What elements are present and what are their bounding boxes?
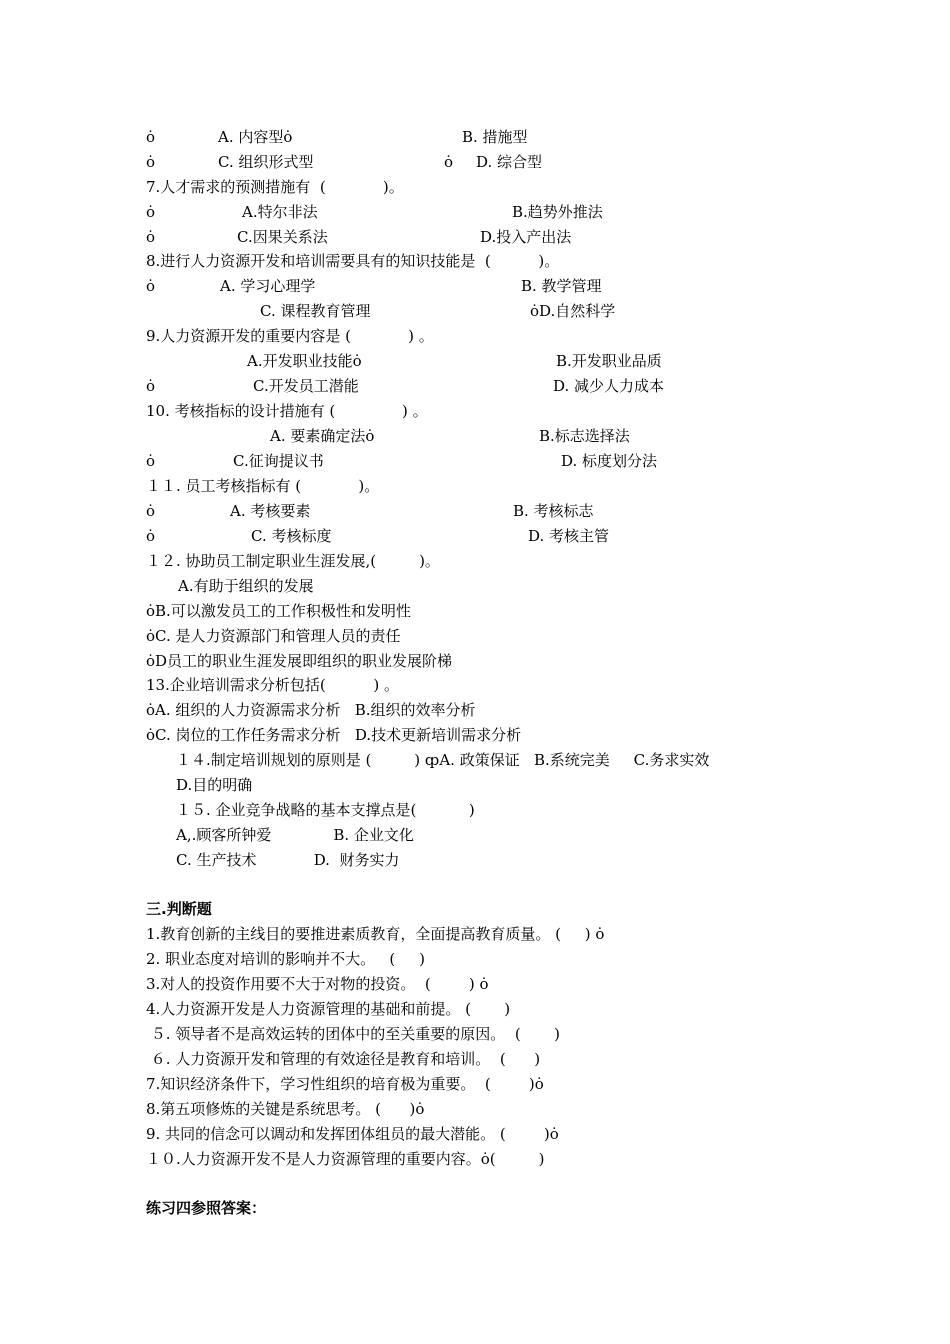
bullet: ȯ bbox=[444, 153, 454, 171]
question-15: １５. 企业竞争战略的基本支撑点是( ) bbox=[176, 801, 475, 819]
bullet: ȯ bbox=[146, 277, 156, 295]
judgement-8: 8.第五项修炼的关键是系统思考。 ( )ȯ bbox=[146, 1100, 425, 1118]
option-c: C.因果关系法 bbox=[237, 228, 328, 246]
bullet: ȯ bbox=[146, 203, 156, 221]
option-c: C. 组织形式型 bbox=[218, 153, 314, 171]
option-d: ȯD员工的职业生涯发展即组织的职业发展阶梯 bbox=[146, 652, 453, 670]
judgement-9: 9. 共同的信念可以调动和发挥团体组员的最大潜能。 ( )ȯ bbox=[146, 1125, 559, 1143]
options-cd: ȯC. 岗位的工作任务需求分析 D.技术更新培训需求分析 bbox=[146, 726, 522, 744]
option-a: A.有助于组织的发展 bbox=[178, 577, 314, 595]
bullet: ȯ bbox=[146, 452, 156, 470]
option-d: D. 考核主管 bbox=[528, 527, 610, 545]
option-d: D.投入产出法 bbox=[480, 228, 572, 246]
bullet: ȯ bbox=[146, 153, 156, 171]
option-a: A. 内容型ȯ bbox=[218, 128, 293, 146]
option-a: A. 考核要素 bbox=[230, 502, 311, 520]
option-d: D.目的明确 bbox=[176, 776, 253, 794]
options-ab: A,.顾客所钟爱 B. 企业文化 bbox=[176, 826, 414, 844]
answers-heading: 练习四参照答案： bbox=[146, 1199, 267, 1217]
option-d: D. 标度划分法 bbox=[561, 452, 658, 470]
question-13: 13.企业培训需求分析包括( ) 。 bbox=[146, 676, 400, 694]
option-c: C.开发员工潜能 bbox=[253, 377, 359, 395]
judgement-6: ６. 人力资源开发和管理的有效途径是教育和培训。 ( ) bbox=[146, 1050, 541, 1068]
option-c: C.征询提议书 bbox=[233, 452, 324, 470]
option-b: ȯB.可以激发员工的工作积极性和发明性 bbox=[146, 602, 411, 620]
bullet: ȯ bbox=[146, 377, 156, 395]
bullet: ȯ bbox=[146, 502, 156, 520]
question-11: １１. 员工考核指标有 ( )。 bbox=[146, 477, 380, 495]
option-c: C. 考核标度 bbox=[251, 527, 332, 545]
options-cd: C. 生产技术 D. 财务实力 bbox=[176, 851, 400, 869]
option-b: B. 措施型 bbox=[462, 128, 528, 146]
option-b: B. 教学管理 bbox=[521, 277, 602, 295]
judgement-4: 4.人力资源开发是人力资源管理的基础和前提。 ( ) bbox=[146, 1000, 511, 1018]
option-b: B. 考核标志 bbox=[513, 502, 594, 520]
option-b: B.趋势外推法 bbox=[512, 203, 603, 221]
question-9: 9.人力资源开发的重要内容是 ( ) 。 bbox=[146, 327, 434, 345]
judgement-1: 1.教育创新的主线目的要推进素质教育，全面提高教育质量。 ( ) ȯ bbox=[146, 925, 605, 943]
option-b: B.标志选择法 bbox=[539, 427, 630, 445]
question-8: 8.进行人力资源开发和培训需要具有的知识技能是 ( )。 bbox=[146, 252, 560, 270]
option-b: B.开发职业品质 bbox=[556, 352, 662, 370]
option-d: D. 减少人力成本 bbox=[553, 377, 665, 395]
option-c: C. 课程教育管理 bbox=[260, 302, 371, 320]
judgement-10: １０.人力资源开发不是人力资源管理的重要内容。ȯ( ) bbox=[146, 1150, 545, 1168]
options-ab: ȯA. 组织的人力资源需求分析 B.组织的效率分析 bbox=[146, 701, 476, 719]
option-d: ȯD.自然科学 bbox=[530, 302, 616, 320]
bullet: ȯ bbox=[146, 228, 156, 246]
question-10: 10. 考核指标的设计措施有 ( ) 。 bbox=[146, 402, 428, 420]
option-a: A.开发职业技能ȯ bbox=[247, 352, 362, 370]
option-c: ȯC. 是人力资源部门和管理人员的责任 bbox=[146, 627, 401, 645]
option-a: A. 要素确定法ȯ bbox=[270, 427, 375, 445]
option-a: A.特尔非法 bbox=[242, 203, 318, 221]
section-heading: 三.判断题 bbox=[146, 900, 212, 918]
option-a: A. 学习心理学 bbox=[220, 277, 316, 295]
question-12: １２. 协助员工制定职业生涯发展,( )。 bbox=[146, 552, 440, 570]
question-14: １４.制定培训规划的原则是 ( ) ȹA. 政策保证 B.系统完美 C.务求实效 bbox=[176, 751, 710, 769]
bullet: ȯ bbox=[146, 128, 156, 146]
question-7: 7.人才需求的预测措施有 ( )。 bbox=[146, 178, 404, 196]
judgement-7: 7.知识经济条件下，学习性组织的培育极为重要。 ( )ȯ bbox=[146, 1075, 544, 1093]
option-d: D. 综合型 bbox=[476, 153, 543, 171]
judgement-2: 2. 职业态度对培训的影响并不大。 ( ) bbox=[146, 950, 425, 968]
judgement-5: ５. 领导者不是高效运转的团体中的至关重要的原因。 ( ) bbox=[146, 1025, 560, 1043]
bullet: ȯ bbox=[146, 527, 156, 545]
judgement-3: 3.对人的投资作用要不大于对物的投资。 ( ) ȯ bbox=[146, 975, 489, 993]
